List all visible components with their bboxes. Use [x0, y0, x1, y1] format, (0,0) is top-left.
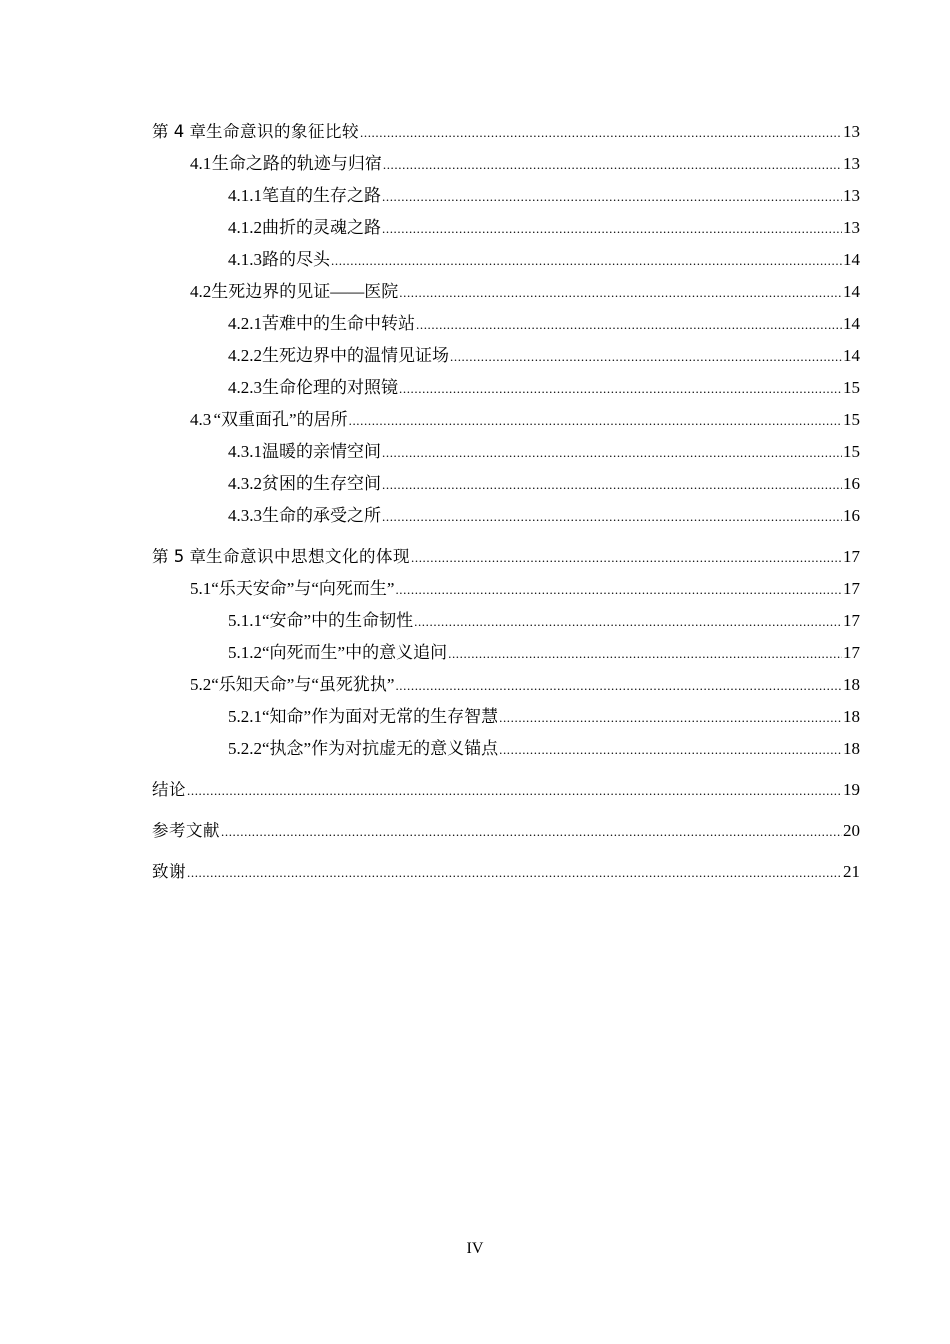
toc-entry-number: 4.3.3 — [228, 506, 262, 525]
toc-entry-title: 温暖的亲情空间 — [262, 442, 381, 461]
toc-entry-page: 13 — [843, 218, 860, 237]
dot-leader — [416, 309, 842, 341]
toc-entry-title: 致谢 — [152, 862, 186, 881]
toc-entry-4-3[interactable] — [152, 404, 860, 436]
toc-entry-title: 生命意识中思想文化的体现 — [206, 547, 410, 566]
toc-entry-number: 4.3.1 — [228, 442, 262, 461]
toc-entry-page: 21 — [843, 862, 860, 881]
dot-leader — [383, 149, 842, 181]
toc-entry-page: 13 — [843, 122, 860, 141]
toc-entry-number: 4.2 — [190, 282, 212, 301]
toc-entry-page: 17 — [843, 579, 860, 598]
toc-entry-page: 20 — [843, 821, 860, 840]
toc-entry-5-1-2[interactable] — [152, 637, 860, 669]
toc-entry-page: 17 — [843, 643, 860, 662]
dot-leader — [187, 775, 842, 807]
toc-entry-4-3-1[interactable] — [152, 436, 860, 468]
toc-entry-chapter-5[interactable] — [152, 541, 860, 573]
toc-entry-number: 第 4 章 — [152, 122, 206, 141]
toc-entry-title: 生命的承受之所 — [262, 506, 381, 525]
toc-entry-page: 18 — [843, 675, 860, 694]
toc-entry-4-2[interactable] — [152, 276, 860, 308]
toc-entry-title: “知命”作为面对无常的生存智慧 — [262, 707, 499, 726]
toc-entry-number: 4.3.2 — [228, 474, 262, 493]
toc-entry-page: 15 — [843, 442, 860, 461]
dot-leader — [399, 373, 842, 405]
toc-entry-4-1-2[interactable] — [152, 212, 860, 244]
toc-entry-5-2[interactable] — [152, 669, 860, 701]
toc-entry-page: 16 — [843, 474, 860, 493]
toc-entry-page: 18 — [843, 707, 860, 726]
dot-leader — [349, 405, 842, 437]
toc-entry-title: “乐天安命”与“向死而生” — [211, 579, 395, 598]
toc-entry-title: 生死边界的见证——医院 — [211, 282, 399, 301]
toc-entry-page: 13 — [843, 186, 860, 205]
toc-entry-page: 14 — [843, 282, 860, 301]
page-number-footer: IV — [466, 1240, 484, 1257]
table-of-contents — [152, 116, 860, 888]
toc-entry-page: 14 — [843, 250, 860, 269]
dot-leader — [395, 670, 842, 702]
dot-leader — [399, 277, 842, 309]
toc-entry-4-1[interactable] — [152, 148, 860, 180]
toc-entry-page: 16 — [843, 506, 860, 525]
dot-leader — [448, 638, 842, 670]
toc-entry-number: 4.2.3 — [228, 378, 262, 397]
toc-entry-number: 5.1.2 — [228, 643, 262, 662]
toc-entry-number: 5.2.1 — [228, 707, 262, 726]
toc-entry-5-1-1[interactable] — [152, 605, 860, 637]
toc-entry-title: 生命意识的象征比较 — [206, 122, 359, 141]
dot-leader — [414, 606, 842, 638]
toc-entry-number: 4.3 — [190, 410, 212, 429]
toc-entry-title: 曲折的灵魂之路 — [262, 218, 381, 237]
toc-entry-number: 第 5 章 — [152, 547, 206, 566]
toc-entry-4-1-1[interactable] — [152, 180, 860, 212]
toc-entry-page: 14 — [843, 346, 860, 365]
toc-entry-5-1[interactable] — [152, 573, 860, 605]
toc-entry-references[interactable] — [152, 815, 860, 847]
dot-leader — [411, 542, 842, 574]
dot-leader — [499, 734, 842, 766]
toc-entry-title: 结论 — [152, 780, 186, 799]
toc-entry-page: 14 — [843, 314, 860, 333]
toc-entry-page: 17 — [843, 611, 860, 630]
dot-leader — [395, 574, 842, 606]
toc-entry-page: 15 — [843, 410, 860, 429]
toc-entry-title: 生命伦理的对照镜 — [262, 378, 398, 397]
toc-entry-4-2-3[interactable] — [152, 372, 860, 404]
toc-entry-title: 苦难中的生命中转站 — [262, 314, 415, 333]
dot-leader — [382, 213, 842, 245]
dot-leader — [382, 469, 842, 501]
toc-entry-title: 参考文献 — [152, 821, 220, 840]
toc-entry-number: 5.2.2 — [228, 739, 262, 758]
toc-entry-title: 路的尽头 — [262, 250, 330, 269]
dot-leader — [331, 245, 842, 277]
toc-entry-number: 4.1.3 — [228, 250, 262, 269]
toc-entry-number: 4.1.2 — [228, 218, 262, 237]
toc-entry-4-2-2[interactable] — [152, 340, 860, 372]
toc-entry-5-2-2[interactable] — [152, 733, 860, 765]
toc-entry-title: 贫困的生存空间 — [262, 474, 381, 493]
toc-entry-chapter-4[interactable] — [152, 116, 860, 148]
dot-leader — [382, 437, 842, 469]
toc-entry-title: 生命之路的轨迹与归宿 — [211, 154, 382, 173]
dot-leader — [360, 117, 842, 149]
toc-entry-title: 生死边界中的温情见证场 — [262, 346, 449, 365]
dot-leader — [382, 501, 842, 533]
dot-leader — [499, 702, 842, 734]
toc-entry-page: 17 — [843, 547, 860, 566]
toc-entry-number: 4.1 — [190, 154, 212, 173]
toc-entry-number: 5.2 — [190, 675, 212, 694]
dot-leader — [450, 341, 842, 373]
toc-entry-5-2-1[interactable] — [152, 701, 860, 733]
toc-entry-4-1-3[interactable] — [152, 244, 860, 276]
dot-leader — [187, 857, 842, 889]
toc-entry-number: 4.1.1 — [228, 186, 262, 205]
toc-entry-4-3-3[interactable] — [152, 500, 860, 532]
toc-entry-title: “安命”中的生命韧性 — [262, 611, 414, 630]
toc-entry-page: 15 — [843, 378, 860, 397]
toc-entry-title: “执念”作为对抗虚无的意义锚点 — [262, 739, 499, 758]
toc-entry-acknowledgements[interactable] — [152, 856, 860, 888]
toc-entry-number: 5.1 — [190, 579, 212, 598]
toc-entry-number: 4.2.2 — [228, 346, 262, 365]
toc-entry-title: “乐知天命”与“虽死犹执” — [211, 675, 395, 694]
toc-entry-4-2-1[interactable] — [152, 308, 860, 340]
toc-entry-4-3-2[interactable] — [152, 468, 860, 500]
toc-entry-page: 19 — [843, 780, 860, 799]
toc-entry-title: 笔直的生存之路 — [262, 186, 381, 205]
dot-leader — [382, 181, 842, 213]
toc-entry-title: “双重面孔”的居所 — [213, 410, 348, 429]
toc-entry-conclusion[interactable] — [152, 774, 860, 806]
toc-entry-title: “向死而生”中的意义追问 — [262, 643, 448, 662]
toc-entry-number: 4.2.1 — [228, 314, 262, 333]
toc-entry-page: 18 — [843, 739, 860, 758]
toc-entry-number: 5.1.1 — [228, 611, 262, 630]
dot-leader — [221, 816, 842, 848]
toc-entry-page: 13 — [843, 154, 860, 173]
